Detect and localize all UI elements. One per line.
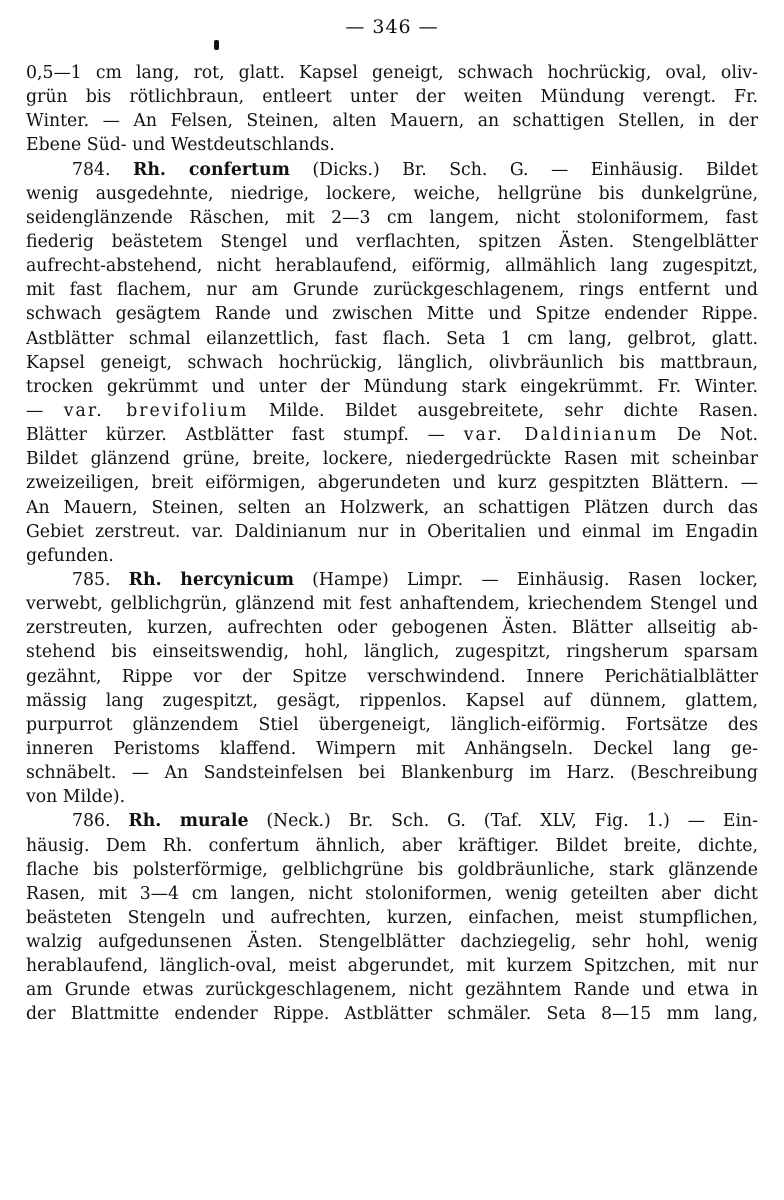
text-run: grün bis rötlichbraun, entleert unter der weiten Mündung verengt. Fr. [26, 87, 758, 108]
text-line [26, 809, 758, 833]
text-line [26, 737, 758, 761]
text-run: schnäbelt. — An Sandsteinfelsen bei Blankenburg im Harz. (Beschreibung [26, 763, 758, 784]
text-line [26, 158, 758, 182]
text-run: 785. [72, 569, 129, 590]
text-line [26, 616, 758, 640]
text-run: An Mauern, Steinen, selten an Holzwerk, an schattigen Plätzen durch das [26, 497, 758, 518]
text-line [26, 278, 758, 302]
text-run: Rasen, mit 3—4 cm langen, nicht stoloniformen, wenig geteilten aber dicht [26, 883, 758, 904]
text-run: purpurrot glänzendem Stiel übergeneigt, länglich-eiförmig. Fortsätze des [26, 714, 758, 735]
text-line [26, 713, 758, 737]
text-line [26, 399, 758, 423]
text-line [26, 689, 758, 713]
text-run: 784. [72, 159, 133, 180]
species-name: Rh. murale [128, 811, 249, 832]
text-run: zweizeiligen, breit eiförmigen, abgerundeten und kurz gespitzten Blättern. — [26, 473, 758, 494]
text-line [26, 61, 758, 85]
text-run: beästeten Stengeln und aufrechten, kurzen, einfachen, meist stumpflichen, [26, 907, 758, 928]
document-page [26, 0, 758, 1200]
text-run: wenig ausgedehnte, niedrige, lockere, weiche, hellgrüne bis dunkelgrüne, [26, 183, 758, 204]
species-name: Rh. confertum [132, 159, 290, 180]
text-run: Milde. Bildet ausgebreitete, sehr dichte Rasen. [248, 400, 758, 421]
text-line [26, 520, 758, 544]
text-run: mit fast flachem, nur am Grunde zurückgeschlagenem, rings entfernt und [26, 280, 758, 301]
page-number: — 346 — [345, 16, 439, 38]
text-line [26, 930, 758, 954]
text-run: trocken gekrümmt und unter der Mündung stark eingekrümmt. Fr. Winter. [26, 376, 758, 397]
text-run: Bildet glänzend grüne, breite, lockere, niedergedrückte Rasen mit scheinbar [26, 449, 758, 470]
text-run: flache bis polsterförmige, gelblichgrüne bis goldbräunliche, stark glänzende [26, 859, 758, 880]
text-line [26, 665, 758, 689]
text-line [26, 133, 758, 157]
text-line [26, 882, 758, 906]
text-run: inneren Peristoms klaffend. Wimpern mit Anhängseln. Deckel lang ge- [26, 738, 758, 759]
text-line [26, 423, 758, 447]
text-line [26, 640, 758, 664]
text-run: stehend bis einseitswendig, hohl, länglich, zugespitzt, ringsherum sparsam [26, 642, 758, 663]
text-run: Gebiet zerstreut. var. Daldinianum nur in Oberitalien und einmal im Engadin [26, 521, 758, 542]
text-line [26, 568, 758, 592]
text-run: von Milde). [26, 787, 126, 808]
text-run: (Hampe) Limpr. — Einhäusig. Rasen locker, [294, 569, 758, 590]
text-line [26, 906, 758, 930]
variety-name: var. Daldinianum [463, 425, 659, 446]
text-run: aufrecht-abstehend, nicht herablaufend, eiförmig, allmählich lang zugespitzt, [26, 256, 758, 277]
text-run: schwach gesägtem Rande und zwischen Mitte und Spitze endender Rippe. [26, 304, 758, 325]
text-run: 786. [72, 811, 129, 832]
text-line [26, 978, 758, 1002]
text-line [26, 254, 758, 278]
text-run: am Grunde etwas zurückgeschlagenem, nicht gezähntem Rande und etwa in [26, 980, 758, 1001]
body-text [26, 61, 758, 1027]
species-name: Rh. hercynicum [128, 569, 294, 590]
text-run: (Dicks.) Br. Sch. G. — Einhäusig. Bildet [289, 159, 758, 180]
text-line [26, 206, 758, 230]
text-run: fiederig beästetem Stengel und verflachten, spitzen Ästen. Stengelblätter [26, 231, 758, 252]
text-line [26, 230, 758, 254]
text-run: walzig aufgedunsenen Ästen. Stengelblätter dachziegelig, sehr hohl, wenig [26, 932, 758, 953]
text-line [26, 327, 758, 351]
text-line [26, 544, 758, 568]
text-line [26, 592, 758, 616]
text-line [26, 447, 758, 471]
text-run: mässig lang zugespitzt, gesägt, rippenlos. Kapsel auf dünnem, glattem, [26, 690, 758, 711]
text-run: Ebene Süd- und Westdeutschlands. [26, 135, 335, 156]
text-line [26, 109, 758, 133]
text-line [26, 375, 758, 399]
text-run: (Neck.) Br. Sch. G. (Taf. XLV, Fig. 1.) — Ein- [248, 811, 758, 832]
text-run: Astblätter schmal eilanzettlich, fast flach. Seta 1 cm lang, gelbrot, glatt. [26, 328, 758, 349]
text-run: 0,5—1 cm lang, rot, glatt. Kapsel geneigt, schwach hochrückig, oval, oliv- [26, 63, 758, 83]
text-line [26, 1002, 758, 1026]
text-line [26, 761, 758, 785]
text-run: der Blattmitte endender Rippe. Astblätter schmäler. Seta 8—15 mm lang, [26, 1004, 758, 1025]
text-run: De Not. [658, 425, 758, 446]
text-run: Winter. — An Felsen, Steinen, alten Mauern, an schattigen Stellen, in der [26, 111, 758, 132]
text-run: — [26, 400, 64, 421]
text-line [26, 302, 758, 326]
text-run: Blätter kürzer. Astblätter fast stumpf. — [26, 425, 464, 446]
ink-speck [214, 40, 219, 50]
text-run: herablaufend, länglich-oval, meist abgerundet, mit kurzem Spitzchen, mit nur [26, 956, 758, 977]
text-line [26, 351, 758, 375]
text-line [26, 954, 758, 978]
text-line [26, 496, 758, 520]
text-line [26, 858, 758, 882]
text-run: Kapsel geneigt, schwach hochrückig, länglich, olivbräunlich bis mattbraun, [26, 352, 758, 373]
text-line [26, 785, 758, 809]
text-run: zerstreuten, kurzen, aufrechten oder gebogenen Ästen. Blätter allseitig ab- [26, 618, 758, 639]
text-run: häusig. Dem Rh. confertum ähnlich, aber kräftiger. Bildet breite, dichte, [26, 835, 758, 856]
text-line [26, 182, 758, 206]
text-run: gefunden. [26, 545, 114, 566]
text-run: seidenglänzende Räschen, mit 2—3 cm langem, nicht stoloniformem, fast [26, 207, 758, 228]
text-run: verwebt, gelblichgrün, glänzend mit fest anhaftendem, kriechendem Stengel und [26, 594, 758, 615]
text-line [26, 834, 758, 858]
text-line [26, 471, 758, 495]
variety-name: var. brevifolium [63, 400, 249, 421]
text-line [26, 85, 758, 109]
text-run: gezähnt, Rippe vor der Spitze verschwindend. Innere Perichätialblätter [26, 666, 758, 687]
